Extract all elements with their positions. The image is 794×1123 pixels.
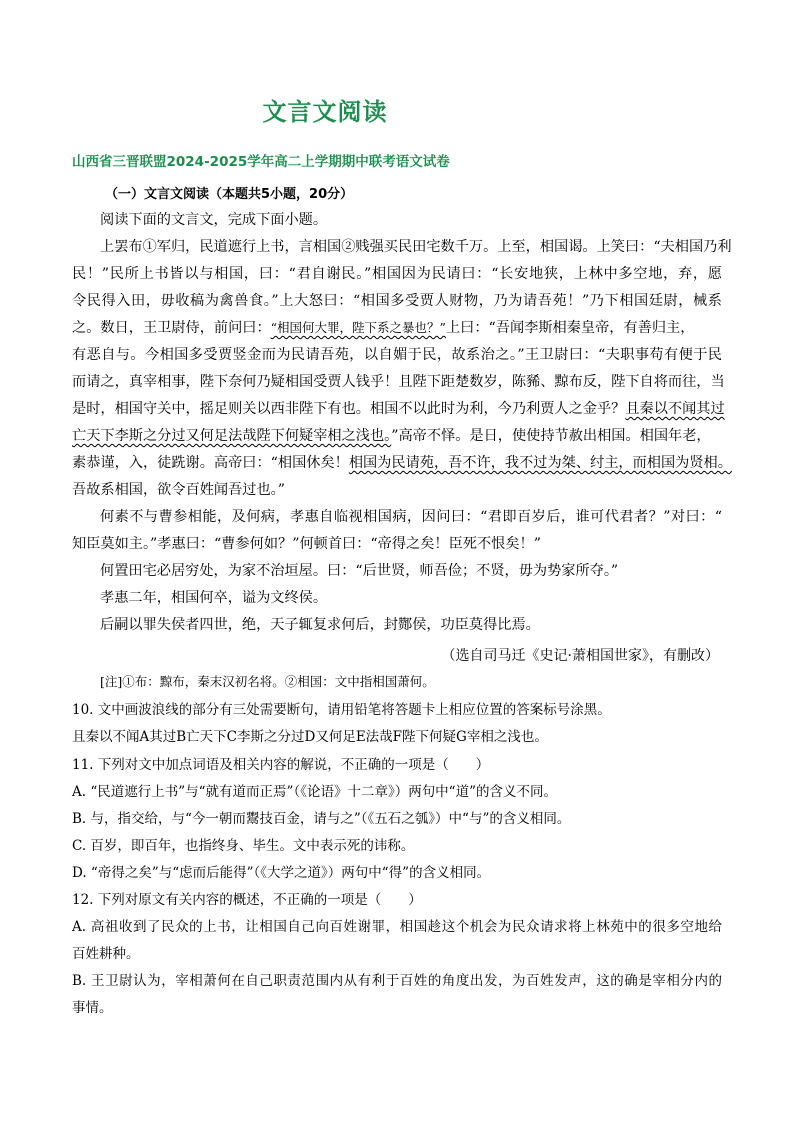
passage-text: ”高帝不怿。是日，使使持节赦出相国。相国年老， [391, 428, 711, 444]
question-11-stem: 11. 下列对文中加点词语及相关内容的解说，不正确的一项是（ ） [72, 757, 490, 773]
option-b: B. 与，指交给，与“今一朝而鬻技百金，请与之”（《五石之瓠》）中“与”的含义相同。 [72, 811, 571, 827]
passage-line [72, 399, 725, 419]
passage-line: 知臣莫如主。”孝惠曰：“曹参何如？”何顿首曰：“帝得之矣！臣死不恨矣！” [72, 536, 541, 552]
section-heading: （一）文言文阅读（本题共5小题，20分） [105, 187, 354, 202]
passage-text: 是时，相国守关中，摇足则关以西非陛下有也。相国不以此时为利，今乃利贾人之金乎？ [72, 401, 626, 417]
option-a: A. 高祖收到了民众的上书，让相国自己向百姓谢罪，相国趁这个机会为民众请求将上林苑中的很多空地给 [72, 919, 722, 935]
passage-line [72, 426, 722, 446]
wavy-underlined-text: 亡天下李斯之分过又何足法哉陛下何疑宰相之浅也。 [72, 428, 392, 444]
passage-line: 令民得入田，毋收稿为禽兽食。”上大怒曰：“相国多受贾人财物，乃为请吾苑！”乃下相国廷尉，械系 [72, 293, 722, 309]
passage-line [72, 453, 732, 473]
passage-line: 孝惠二年，相国何卒，谥为文终侯。 [100, 590, 328, 606]
instruction: 阅读下面的文言文，完成下面小题。 [100, 212, 328, 228]
option-a-continued: 百姓耕种。 [72, 946, 140, 962]
page-title: 文言文阅读 [262, 98, 388, 126]
passage-line: 何置田宅必居穷处，为家不治垣屋。曰：“后世贤，师吾俭；不贤，毋为势家所夺。” [100, 563, 619, 579]
question-10-text: 且秦以不闻A其过B亡天下C李斯之分过D又何足E法哉F陛下何疑G宰相之浅也。 [72, 729, 548, 745]
passage-line: 有恶自与。今相国多受贾竖金而为民请吾苑，以自媚于民，故系治之。”王卫尉曰：“夫职事苟有便于民 [72, 347, 722, 363]
passage-text: 素恭谨，入，徒跣谢。高帝曰：“相国休矣！ [72, 455, 349, 471]
passage-text: 上曰：“吾闻李斯相秦皇帝，有善归主， [445, 320, 695, 336]
annotation-note: [注]①布：黥布，秦末汉初名将。②相国：文中指相国萧何。 [100, 674, 435, 689]
question-12-stem: 12. 下列对原文有关内容的概述，不正确的一项是（ ） [72, 892, 422, 908]
passage-line [72, 318, 722, 338]
exam-title: 山西省三晋联盟2024-2025学年高二上学期期中联考语文试卷 [72, 154, 450, 170]
passage-line: 吾故系相国，欲令百姓闻吾过也。” [72, 482, 285, 498]
option-b: B. 王卫尉认为，宰相萧何在自己职责范围内从有利于百姓的角度出发，为百姓发声，这的确是宰相分内的 [72, 973, 722, 989]
option-b-continued: 事情。 [72, 1000, 113, 1016]
passage-line: 而请之，真宰相事，陛下奈何乃疑相国受贾人钱乎！且陛下距楚数岁，陈豨、黥布反，陛下自将而往，当 [72, 374, 725, 390]
passage-line: 上罢布①军归，民道遮行上书，言相国②贱强买民田宅数千万。上至，相国谒。上笑曰：“夫相国乃利 [100, 239, 732, 255]
passage-line: 何素不与曹参相能，及何病，孝惠自临视相国病，因问曰：“君即百岁后，谁可代君者？”对曰：“ [100, 509, 722, 525]
wavy-underlined-text: 相国为民请苑，吾不许，我不过为桀、纣主，而相国为贤相。 [348, 455, 732, 471]
option-c: C. 百岁，即百年，也指终身、毕生。文中表示死的讳称。 [72, 838, 415, 854]
passage-line: 民！”民所上书皆以与相国，曰：“君自谢民。”相国因为民请曰：“长安地狭，上林中多空地，弃，愿 [72, 266, 722, 282]
source-citation: （选自司马迁《史记·萧相国世家》，有删改） [441, 648, 719, 664]
passage-line: 后嗣以罪失侯者四世，绝，天子辄复求何后，封酂侯，功臣莫得比焉。 [100, 617, 540, 633]
option-a: A. “民道遮行上书”与“就有道而正焉”（《论语》十二章》）两句中“道”的含义不同。 [72, 784, 557, 800]
wavy-underlined-text: “相国何大罪，陛下系之暴也？” [270, 320, 446, 335]
option-d: D. “帝得之矣”与“虑而后能得”（《大学之道》）两句中“得”的含义相同。 [72, 865, 491, 881]
wavy-underlined-text: 且秦以不闻其过 [625, 401, 725, 417]
question-10-stem: 10. 文中画波浪线的部分有三处需要断句，请用铅笔将答题卡上相应位置的答案标号涂黑。 [72, 702, 611, 718]
passage-text: 之。数日，王卫尉侍，前问曰： [72, 320, 271, 336]
